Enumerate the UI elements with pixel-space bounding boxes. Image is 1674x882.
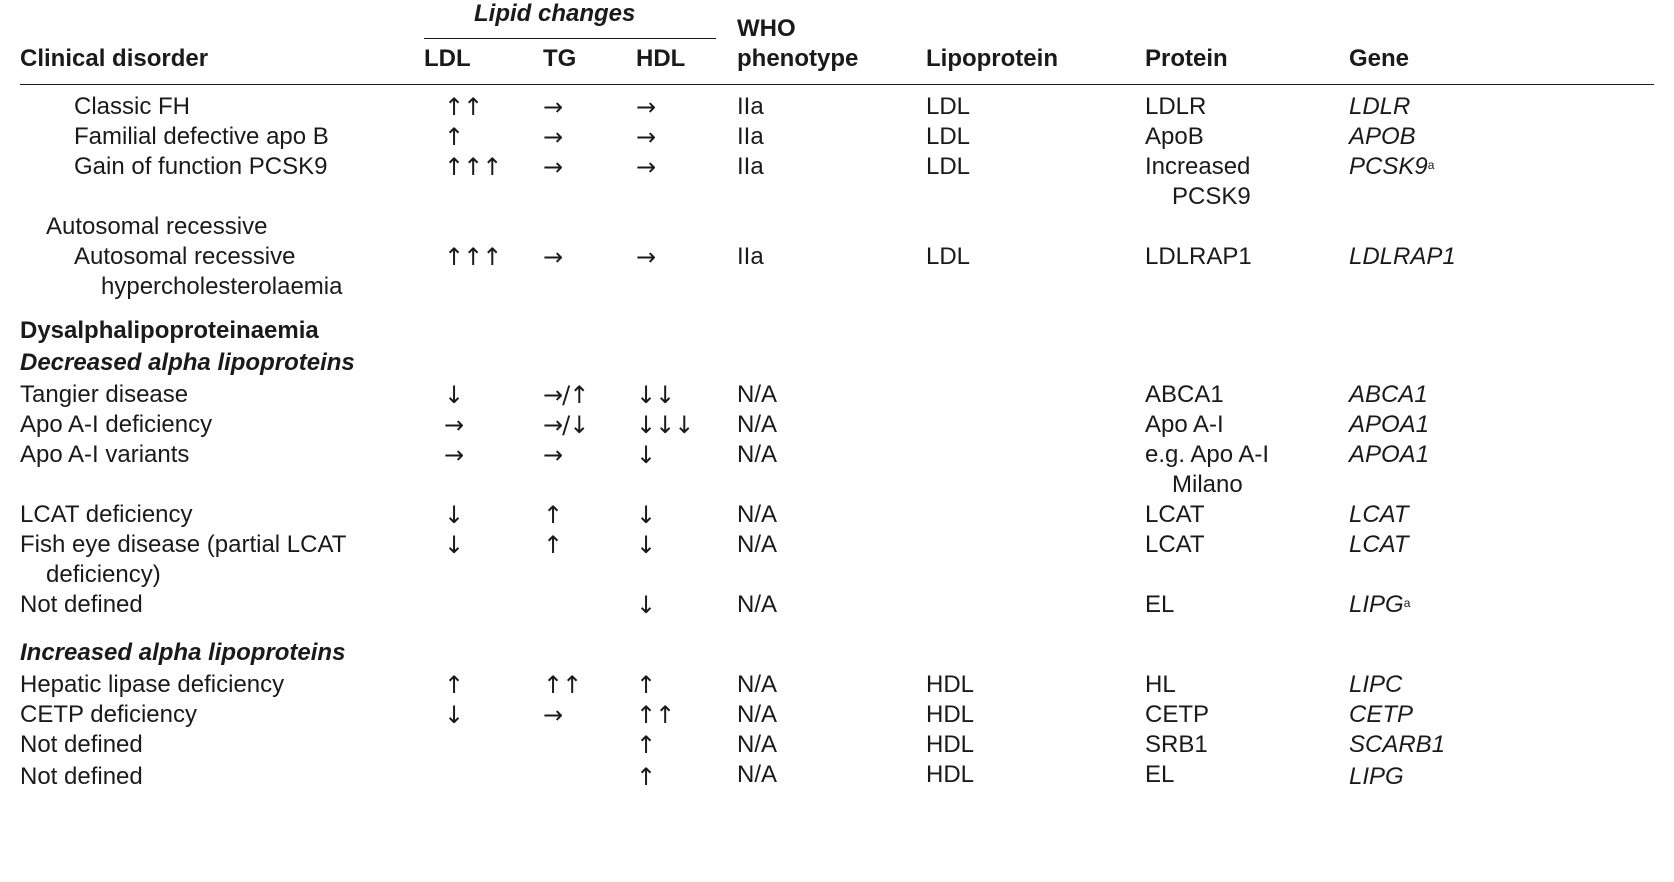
disorder-cell: Not defined	[20, 591, 143, 618]
subgroup-heading: Autosomal recessive	[46, 213, 268, 240]
who-cell: N/A	[737, 441, 778, 468]
ldl-cell: ↑↑↑	[444, 153, 502, 181]
disorder-cell: Gain of function PCSK9	[74, 153, 328, 180]
gene-name: LIPG	[1349, 591, 1404, 618]
hdl-cell: ↑	[636, 763, 656, 791]
who-cell: N/A	[737, 591, 778, 618]
hdl-cell: →	[636, 93, 656, 121]
disorder-cell: LCAT deficiency	[20, 501, 193, 528]
tg-cell: →	[543, 93, 563, 121]
gene-cell: APOA1	[1349, 411, 1430, 438]
who-cell: N/A	[737, 761, 778, 788]
section-subheading: Decreased alpha lipoproteins	[20, 349, 355, 376]
ldl-cell: ↓	[444, 701, 464, 729]
protein-cell: Apo A-I	[1145, 411, 1224, 438]
ldl-cell: ↑	[444, 123, 464, 151]
protein-cell-line2: PCSK9	[1172, 183, 1251, 210]
gene-cell: LDLR	[1349, 93, 1411, 120]
protein-cell-line2: Milano	[1172, 471, 1243, 498]
hdl-cell: →	[636, 123, 656, 151]
who-cell: N/A	[737, 731, 778, 758]
protein-cell: ABCA1	[1145, 381, 1224, 408]
disorder-cell: Not defined	[20, 763, 143, 790]
ldl-cell: ↓	[444, 531, 464, 559]
lipoprotein-header: Lipoprotein	[926, 45, 1058, 72]
tg-cell: →	[543, 123, 563, 151]
section-subheading: Increased alpha lipoproteins	[20, 639, 346, 666]
lipoprotein-cell: LDL	[926, 123, 971, 150]
hdl-cell: ↓↓	[636, 381, 675, 409]
section-heading: Dysalphalipoproteinaemia	[20, 317, 319, 344]
hdl-header: HDL	[636, 45, 686, 72]
hdl-cell: →	[636, 153, 656, 181]
tg-cell: →/↓	[543, 411, 589, 439]
lipoprotein-cell: HDL	[926, 761, 975, 788]
who-cell: N/A	[737, 501, 778, 528]
lipid-changes-header: Lipid changes	[474, 0, 636, 27]
gene-cell: APOB	[1349, 123, 1416, 150]
gene-cell: LIPC	[1349, 671, 1403, 698]
footnote-marker: a	[1427, 158, 1435, 172]
disorder-cell: Familial defective apo B	[74, 123, 329, 150]
tg-cell: →	[543, 441, 563, 469]
gene-cell: APOA1	[1349, 441, 1430, 468]
ldl-cell: →	[444, 441, 464, 469]
protein-cell: ApoB	[1145, 123, 1204, 150]
disorder-cell: CETP deficiency	[20, 701, 197, 728]
lipoprotein-cell: LDL	[926, 153, 971, 180]
ldl-cell: ↓	[444, 381, 464, 409]
who-cell: N/A	[737, 531, 778, 558]
protein-cell: EL	[1145, 591, 1175, 618]
gene-cell: LCAT	[1349, 501, 1409, 528]
disorder-cell: Hepatic lipase deficiency	[20, 671, 285, 698]
hdl-cell: ↓	[636, 531, 656, 559]
protein-cell: SRB1	[1145, 731, 1208, 758]
hdl-cell: ↓	[636, 441, 656, 469]
tg-cell: →	[543, 153, 563, 181]
lipoprotein-cell: HDL	[926, 701, 975, 728]
tg-cell: →/↑	[543, 381, 589, 409]
gene-cell	[1349, 590, 1410, 620]
who-cell: IIa	[737, 123, 764, 150]
ldl-cell: ↑↑	[444, 93, 483, 121]
disorder-cell: Classic FH	[74, 93, 191, 120]
gene-cell: ABCA1	[1349, 381, 1428, 408]
gene-cell: LDLRAP1	[1349, 243, 1456, 270]
ldl-cell: ↑↑↑	[444, 243, 502, 271]
tg-cell: ↑	[543, 531, 563, 559]
gene-cell	[1349, 152, 1434, 182]
header-rule	[20, 84, 1654, 85]
protein-cell: HL	[1145, 671, 1176, 698]
hdl-cell: ↓	[636, 591, 656, 619]
disorder-cell: Apo A-I variants	[20, 441, 190, 468]
protein-cell: LDLRAP1	[1145, 243, 1252, 270]
gene-cell: LIPG	[1349, 763, 1404, 790]
footnote-marker: a	[1403, 596, 1411, 610]
who-cell: N/A	[737, 381, 778, 408]
protein-header: Protein	[1145, 45, 1228, 72]
who-cell: IIa	[737, 93, 764, 120]
protein-cell: EL	[1145, 761, 1175, 788]
ldl-cell: →	[444, 411, 464, 439]
hdl-cell: ↓	[636, 501, 656, 529]
protein-cell: LCAT	[1145, 531, 1205, 558]
hdl-cell: →	[636, 243, 656, 271]
gene-name: PCSK9	[1349, 153, 1428, 180]
gene-cell: SCARB1	[1349, 731, 1446, 758]
hdl-cell: ↓↓↓	[636, 411, 694, 439]
protein-cell: LDLR	[1145, 93, 1207, 120]
lipoprotein-cell: LDL	[926, 243, 971, 270]
tg-cell: →	[543, 701, 563, 729]
hdl-cell: ↑	[636, 731, 656, 759]
tg-cell: ↑↑	[543, 671, 582, 699]
hdl-cell: ↑↑	[636, 701, 675, 729]
protein-cell: e.g. Apo A-I	[1145, 441, 1270, 468]
tg-header: TG	[543, 45, 577, 72]
lipoprotein-cell: HDL	[926, 671, 975, 698]
gene-header: Gene	[1349, 45, 1410, 72]
lipid-changes-rule	[424, 38, 716, 39]
who-cell: N/A	[737, 701, 778, 728]
tg-cell: ↑	[543, 501, 563, 529]
protein-cell: CETP	[1145, 701, 1210, 728]
who-cell: IIa	[737, 243, 764, 270]
who-cell: N/A	[737, 411, 778, 438]
ldl-header: LDL	[424, 45, 471, 72]
disorder-cell-line2: deficiency)	[46, 561, 161, 588]
disorder-cell: Apo A-I deficiency	[20, 411, 213, 438]
ldl-cell: ↓	[444, 501, 464, 529]
gene-cell: LCAT	[1349, 531, 1409, 558]
disorder-cell: Tangier disease	[20, 381, 189, 408]
hdl-cell: ↑	[636, 671, 656, 699]
who-phenotype-header: WHO phenotype	[737, 15, 859, 72]
protein-cell: LCAT	[1145, 501, 1205, 528]
disorder-cell: Autosomal recessive	[74, 243, 296, 270]
protein-cell: Increased	[1145, 153, 1251, 180]
tg-cell: →	[543, 243, 563, 271]
disorder-cell: Not defined	[20, 731, 143, 758]
lipoprotein-cell: LDL	[926, 93, 971, 120]
gene-cell: CETP	[1349, 701, 1414, 728]
disorder-cell-line2: hypercholesterolaemia	[101, 273, 343, 300]
lipoprotein-cell: HDL	[926, 731, 975, 758]
disorder-cell: Fish eye disease (partial LCAT	[20, 531, 347, 558]
who-cell: IIa	[737, 153, 764, 180]
ldl-cell: ↑	[444, 671, 464, 699]
clinical-disorder-header: Clinical disorder	[20, 45, 209, 72]
who-cell: N/A	[737, 671, 778, 698]
